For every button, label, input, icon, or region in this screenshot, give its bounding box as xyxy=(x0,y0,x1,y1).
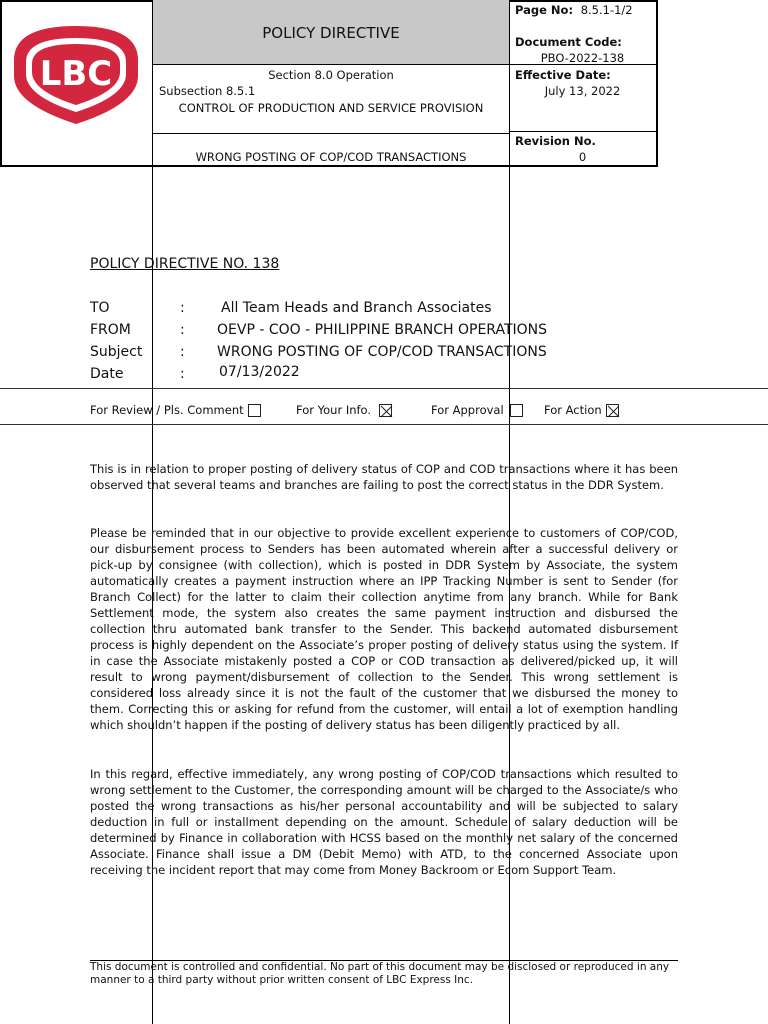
checkbox-label: For Review / Pls. Comment xyxy=(90,403,244,417)
memo-value: OEVP - COO - PHILIPPINE BRANCH OPERATIONS xyxy=(217,322,547,338)
subsection-text: Subsection 8.5.1 xyxy=(159,84,256,98)
divider-top xyxy=(0,388,768,389)
checkbox-box[interactable] xyxy=(379,404,392,417)
memo-separator: : xyxy=(180,366,185,382)
checkbox-label: For Action xyxy=(544,403,602,417)
document-header-table xyxy=(0,0,658,167)
memo-label: TO xyxy=(90,300,110,316)
check-x-icon xyxy=(380,405,393,418)
effective-date-value: July 13, 2022 xyxy=(544,84,621,98)
page-title: POLICY DIRECTIVE xyxy=(262,24,400,42)
paragraph-intro: This is in relation to proper posting of delivery status of COP and COD transactions where it has been observed that several teams and branches are failing to post the correct status in the DDR System. xyxy=(90,462,678,492)
check-x-icon xyxy=(607,405,620,418)
effective-date-label: Effective Date: xyxy=(515,68,611,82)
memo-separator: : xyxy=(180,344,185,360)
memo-label: Subject xyxy=(90,344,143,360)
logo-text: LBC xyxy=(39,54,113,94)
section-text: Section 8.0 Operation xyxy=(268,68,394,82)
directive-number: POLICY DIRECTIVE NO. 138 xyxy=(90,256,280,272)
paragraph-process: Please be reminded that in our objective to provide excellent experience to customers of COP/COD, our disbursement process to Senders has been automated wherein after a successful delivery or pick-up by consignee (with collection), which is posted in DDR System by Associate, the system automatically creates a payment instruction where an IPP Tracking Number is sent to Sender (for Branch Collect) for the latter to claim their collection anytime from any branch. While for Bank Settlement mode, the system also creates the same payment instruction and disbursed the collection thru automated bank transfer to the Sender. This backend automated disbursement process is highly dependent on the Associate’s proper posting of delivery status using the system. If in case the Associate mistakenly posted a COP or COD transaction as delivered/picked up, it will result to wrong payment/disbursement of collection to the Sender. This wrong settlement is considered loss already since it is not the fault of the customer that we disbursed the money to them. Correcting this or asking for refund from the customer, will entail a lot of exemption handling which shouldn’t happen if the posting of delivery status has been diligently practiced by all. xyxy=(90,526,678,732)
checkbox-box[interactable] xyxy=(248,404,261,417)
paragraph-policy: In this regard, effective immediately, any wrong posting of COP/COD transactions which resulted to wrong settlement to the Customer, the corresponding amount will be charged to the Associate/s who posted the wrong transactions as his/her personal accountability and will be subjected to salary deduction in full or installment depending on the amount. Schedule of salary deduction will be determined by Finance in collaboration with HCSS based on the monthly net salary of the concerned Associate. Finance shall issue a DM (Debit Memo) with ATD, to the concerned Associate upon receiving the incident report that may come from Money Backroom or Ecom Support Team. xyxy=(90,767,678,877)
page-no-label: Page No: 8.5.1-1/2 xyxy=(515,3,633,17)
divider-bottom xyxy=(0,424,768,425)
checkbox-box[interactable] xyxy=(510,404,523,417)
checkbox-label: For Your Info. xyxy=(296,403,372,417)
subject-title: WRONG POSTING OF COP/COD TRANSACTIONS xyxy=(195,150,467,164)
memo-value: All Team Heads and Branch Associates xyxy=(221,300,492,316)
revision-label: Revision No. xyxy=(515,134,596,148)
checkbox-box[interactable] xyxy=(606,404,619,417)
page-no-value: 8.5.1-1/2 xyxy=(580,3,633,17)
memo-separator: : xyxy=(180,300,185,316)
footer-notice: This document is controlled and confidential. No part of this document may be disclosed or reproduced in any manner to a third party without prior written consent of LBC Express Inc. xyxy=(90,961,670,986)
checkbox-label: For Approval xyxy=(431,403,504,417)
lbc-logo xyxy=(6,18,146,128)
memo-value: WRONG POSTING OF COP/COD TRANSACTIONS xyxy=(217,344,547,360)
doc-code-label: Document Code: xyxy=(515,35,622,49)
memo-label: Date xyxy=(90,366,124,382)
doc-code-value: PBO-2022-138 xyxy=(540,51,625,65)
memo-separator: : xyxy=(180,322,185,338)
revision-value: 0 xyxy=(578,150,587,164)
memo-value: 07/13/2022 xyxy=(219,364,300,380)
memo-label: FROM xyxy=(90,322,131,338)
subsection-title: CONTROL OF PRODUCTION AND SERVICE PROVISION xyxy=(178,101,484,115)
